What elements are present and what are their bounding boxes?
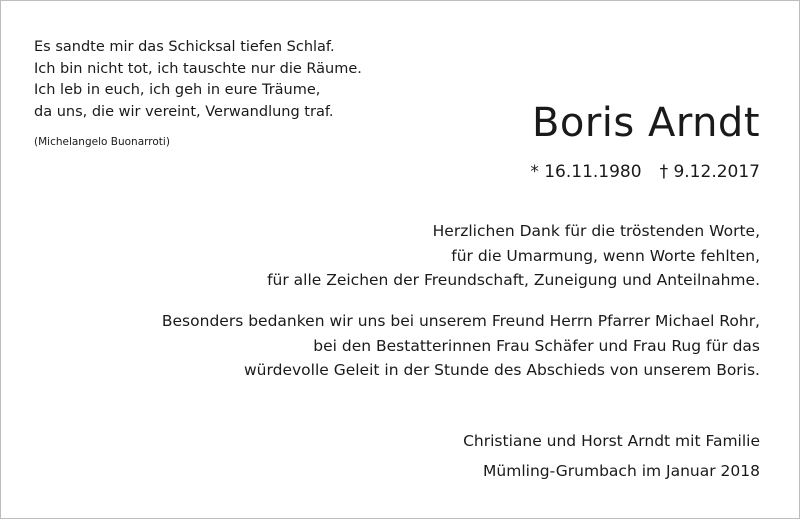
thanks-line: für die Umarmung, wenn Worte fehlten, [451,246,760,265]
life-dates [530,160,760,184]
signature-block [463,426,760,486]
special-thanks-line: Besonders bedanken wir uns bei unserem Freund Herrn Pfarrer Michael Rohr, [161,312,760,330]
signature-place-date: Mümling-Grumbach im Januar 2018 [483,462,760,480]
poem-line: Ich bin nicht tot, ich tauschte nur die Räume. [34,60,362,77]
thanks-block [267,219,760,293]
poem-block [34,37,414,149]
poem-line: da uns, die wir vereint, Verwandlung traf. [34,103,334,120]
special-thanks-block [162,309,760,383]
deceased-name: Boris Arndt [531,100,760,146]
birth-date: * 16.11.1980 [530,162,642,182]
poem-author: (Michelangelo Buonarroti) [34,136,170,148]
thanks-line: für alle Zeichen der Freundschaft, Zuneigung und Anteilnahme. [267,271,760,289]
signature-family: Christiane und Horst Arndt mit Familie [463,432,760,450]
special-thanks-line: bei den Bestatterinnen Frau Schäfer und Frau Rug für das [313,336,760,355]
death-date: † 9.12.2017 [659,162,760,182]
thanks-line: Herzlichen Dank für die tröstenden Worte, [432,222,760,240]
poem-line: Ich leb in euch, ich geh in eure Träume, [34,82,321,98]
poem-line: Es sandte mir das Schicksal tiefen Schlaf. [34,39,335,55]
special-thanks-line: würdevolle Geleit in der Stunde des Abschieds von unserem Boris. [244,361,760,379]
